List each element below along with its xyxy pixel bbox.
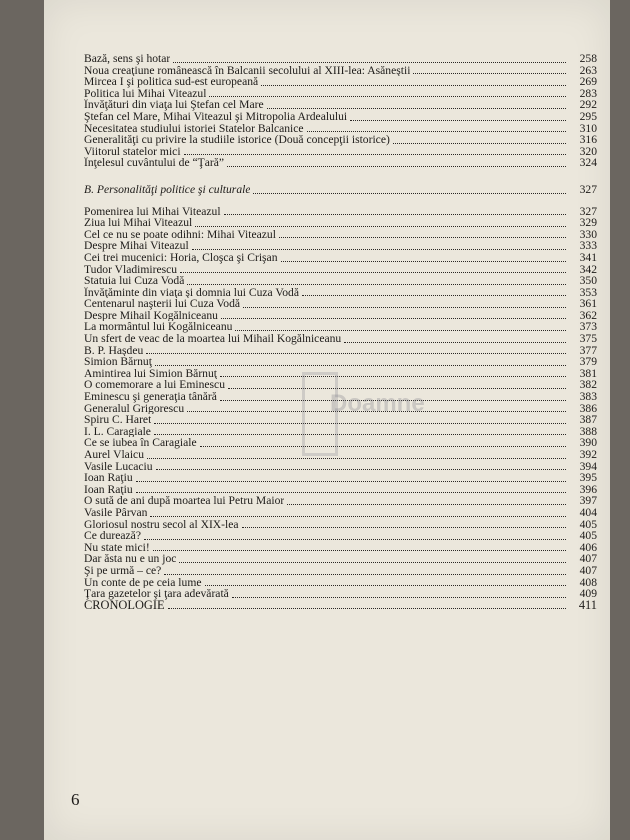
toc-entry [84,146,597,158]
toc-entry-page: 324 [579,156,597,170]
toc-leader-dots [242,527,566,528]
toc-leader-dots [281,261,566,262]
toc-entry-title: Despre Mihai Viteazul [84,240,189,252]
toc-entry-cronologie [84,597,597,612]
toc-entry-title: Necesitatea studiului istoriei Statelor Balcanice [84,122,304,135]
toc-entry-title: B. Personalităţi politice şi culturale [84,183,251,196]
toc-entry-title: Înţelesul cuvântului de “Ţară” [84,157,225,169]
toc-entry [84,217,597,229]
toc-entry [84,565,597,577]
toc-entry-title: Noua creaţiune românească în Balcanii secolului al XIII-lea: Asăneştii [84,64,411,77]
toc-entry-title: Vasile Lucaciu [84,460,153,473]
toc-entry-title: Simion Bărnuţ [84,356,152,368]
toc-leader-dots [192,249,566,250]
toc-leader-dots [168,608,566,609]
watermark-text: Doamne [330,390,425,417]
toc-leader-dots [232,597,566,598]
toc-leader-dots [179,562,566,563]
toc-leader-dots [164,574,566,575]
toc-entry-page: 411 [578,597,597,612]
toc-entry [84,530,597,542]
toc-entry-page: 350 [579,274,597,288]
toc-entry-page: 409 [579,587,597,601]
toc-entry-page: 258 [579,52,597,65]
toc-leader-dots [413,73,566,74]
toc-entry-page: 295 [579,109,597,123]
toc-entry [84,356,597,368]
toc-entry-title: Cel ce nu se poate odihni: Mihai Viteazul [84,228,276,241]
toc-leader-dots [243,307,566,308]
toc-entry [84,134,597,146]
toc-entry-page: 388 [579,424,597,438]
toc-entry-page: 405 [579,517,597,531]
toc-entry-page: 283 [579,86,597,100]
toc-entry-page: 292 [579,98,597,112]
toc-entry [84,333,597,345]
toc-entry [84,345,597,357]
toc-entry-page: 386 [579,401,597,415]
toc-entry [84,553,597,565]
toc-entry-page: 390 [579,436,597,450]
toc-entry [84,275,597,287]
toc-entry-page: 407 [579,552,597,566]
toc-entry [84,287,597,299]
toc-entry-page: 330 [579,227,597,241]
toc-leader-dots [253,193,566,194]
toc-entry-page: 405 [579,529,597,543]
toc-entry-page: 320 [579,144,597,158]
toc-entry-page: 392 [579,448,597,461]
toc-entry-title: Ţara gazetelor şi ţara adevărată [84,588,229,600]
toc-leader-dots [393,143,566,144]
toc-entry-title: Mircea I şi politica sud-est europeană [84,76,259,88]
toc-entry [84,53,597,65]
toc-entry-title: Nu state mici! [84,541,150,554]
toc-entry-page: 404 [579,505,597,519]
toc-entry-title: Dar ăsta nu e un joc [84,553,177,565]
toc-leader-dots [184,154,566,155]
toc-entry-title: I. L. Caragiale [84,425,151,438]
page-number: 6 [71,790,80,809]
toc-entry [84,65,597,77]
toc-leader-dots [195,226,566,227]
toc-entry-title: Viitorul statelor mici [84,145,181,158]
toc-leader-dots [200,446,566,447]
toc-entry-title: La mormântul lui Kogălniceanu [84,321,233,334]
toc-entry-title: Amintirea lui Simion Bărnuţ [84,367,217,380]
toc-entry [84,252,597,264]
toc-entry-title: B. P. Haşdeu [84,344,144,357]
toc-leader-dots [144,539,566,540]
toc-entry [84,206,597,218]
toc-entry-page: 377 [579,343,597,357]
toc-entry [84,321,597,333]
toc-entry-title: Vasile Pârvan [84,506,148,519]
toc-entry [84,449,597,461]
toc-entry-page: 381 [579,366,597,380]
table-of-contents [84,53,597,611]
toc-entry [84,310,597,322]
toc-entry [84,240,597,252]
toc-entry-page: 407 [579,563,597,577]
toc-leader-dots [302,295,566,296]
toc-entry-page: 263 [579,63,597,77]
toc-entry [84,298,597,310]
toc-entry-title: Ioan Raţiu [84,472,133,484]
toc-entry-page: 379 [579,355,597,369]
toc-entry-title: Ce se iubea în Caragiale [84,437,197,449]
toc-entry-title: O comemorare a lui Eminescu [84,379,226,392]
toc-entry-page: 382 [579,378,597,392]
toc-entry-page: 362 [579,308,597,322]
toc-leader-dots [180,272,566,273]
toc-leader-dots [235,330,566,331]
toc-entry-page: 353 [579,285,597,299]
toc-leader-dots [350,120,566,121]
toc-leader-dots [209,96,566,97]
toc-leader-dots [267,108,566,109]
toc-entry-title: Centenarul naşterii lui Cuza Vodă [84,298,241,310]
toc-entry-title: Ce durează? [84,530,141,542]
toc-leader-dots [261,85,566,86]
toc-leader-dots [307,131,566,132]
toc-entry-title: Ioan Raţiu [84,483,133,496]
toc-entry [84,472,597,484]
toc-entry-page: 327 [579,204,597,218]
toc-entry-title: Un conte de pe ceia lume [84,576,202,589]
toc-entry [84,99,597,111]
toc-leader-dots [224,214,566,215]
toc-entry-page: 329 [579,216,597,230]
toc-entry-page: 408 [579,575,597,589]
toc-entry-page: 341 [579,250,597,264]
toc-leader-dots [147,458,566,459]
toc-leader-dots [153,550,566,551]
toc-entry [84,519,597,531]
toc-entry-title: Generalul Grigorescu [84,402,185,415]
toc-entry [84,111,597,123]
toc-entry [84,461,597,473]
toc-entry-title: Eminescu şi generaţia tânără [84,391,217,403]
toc-entry [84,264,597,276]
toc-entry-page: 396 [579,482,597,496]
toc-leader-dots [227,166,566,167]
toc-entry [84,88,597,100]
toc-entry [84,157,597,169]
toc-leader-dots [173,62,566,63]
toc-entry-page: 406 [579,540,597,554]
toc-entry-title: Cei trei mucenici: Horia, Cloşca şi Crişan [84,251,278,264]
toc-entry-page: 342 [579,262,597,276]
toc-entry-page: 387 [579,413,597,427]
toc-leader-dots [287,504,566,505]
toc-leader-dots [205,585,567,586]
toc-entry-title: Bază, sens şi hotar [84,53,171,65]
toc-entry [84,577,597,589]
toc-leader-dots [156,469,566,470]
toc-entry-title: Tudor Vladimirescu [84,263,178,276]
toc-leader-dots [136,492,566,493]
toc-leader-dots [150,516,566,517]
toc-entry [84,495,597,507]
toc-leader-dots [279,237,566,238]
toc-entry-page: 327 [579,182,597,196]
watermark-logo [302,372,438,442]
toc-entry [84,542,597,554]
toc-entry-page: 333 [579,239,597,253]
toc-entry-page: 269 [579,75,597,89]
toc-entry-title: CRONOLOGIE [84,598,165,612]
toc-section-heading [84,184,597,196]
toc-entry [84,76,597,88]
toc-entry-page: 394 [579,459,597,473]
toc-entry-title: Un sfert de veac de la moartea lui Mihail Kogălniceanu [84,333,342,345]
toc-entry [84,484,597,496]
toc-leader-dots [136,481,566,482]
toc-entry-page: 395 [579,471,597,485]
toc-entry-title: Politica lui Mihai Viteazul [84,87,207,100]
toc-entry-title: Şi pe urmă – ce? [84,564,162,577]
toc-entry-title: Gloriosul nostru secol al XIX-lea [84,518,239,531]
toc-leader-dots [146,353,566,354]
toc-entry-page: 397 [579,494,597,508]
toc-leader-dots [221,318,566,319]
toc-leader-dots [344,342,566,343]
toc-entry-title: Ziua lui Mihai Viteazul [84,217,193,229]
toc-entry-title: Spiru C. Haret [84,414,152,426]
toc-entry-title: Pomenirea lui Mihai Viteazul [84,205,221,218]
toc-leader-dots [155,365,566,366]
toc-entry-title: Despre Mihail Kogălniceanu [84,309,218,322]
toc-entry-page: 383 [579,390,597,404]
toc-entry-page: 310 [579,121,597,135]
toc-entry-page: 361 [579,297,597,311]
toc-entry-title: O sută de ani după moartea lui Petru Maior [84,495,285,507]
toc-entry [84,229,597,241]
toc-leader-dots [187,284,566,285]
toc-entry-title: Ştefan cel Mare, Mihai Viteazul şi Mitropolia Ardealului [84,110,348,123]
toc-entry-page: 316 [579,133,597,147]
toc-section-a [84,53,597,169]
toc-entry-title: Generalităţi cu privire la studiile istorice (Două concepţii istorice) [84,134,390,146]
toc-entry-title: Aurel Vlaicu [84,449,144,461]
book-page [44,0,610,840]
toc-entry-title: Învăţături din viaţa lui Ştefan cel Mare [84,99,264,111]
toc-entry-page: 375 [579,332,597,346]
toc-entry-title: Statuia lui Cuza Vodă [84,275,185,287]
toc-entry-page: 373 [579,320,597,334]
toc-entry-title: Învăţăminte din viaţa şi domnia lui Cuza Vodă [84,286,299,299]
toc-entry [84,123,597,135]
toc-entry [84,507,597,519]
